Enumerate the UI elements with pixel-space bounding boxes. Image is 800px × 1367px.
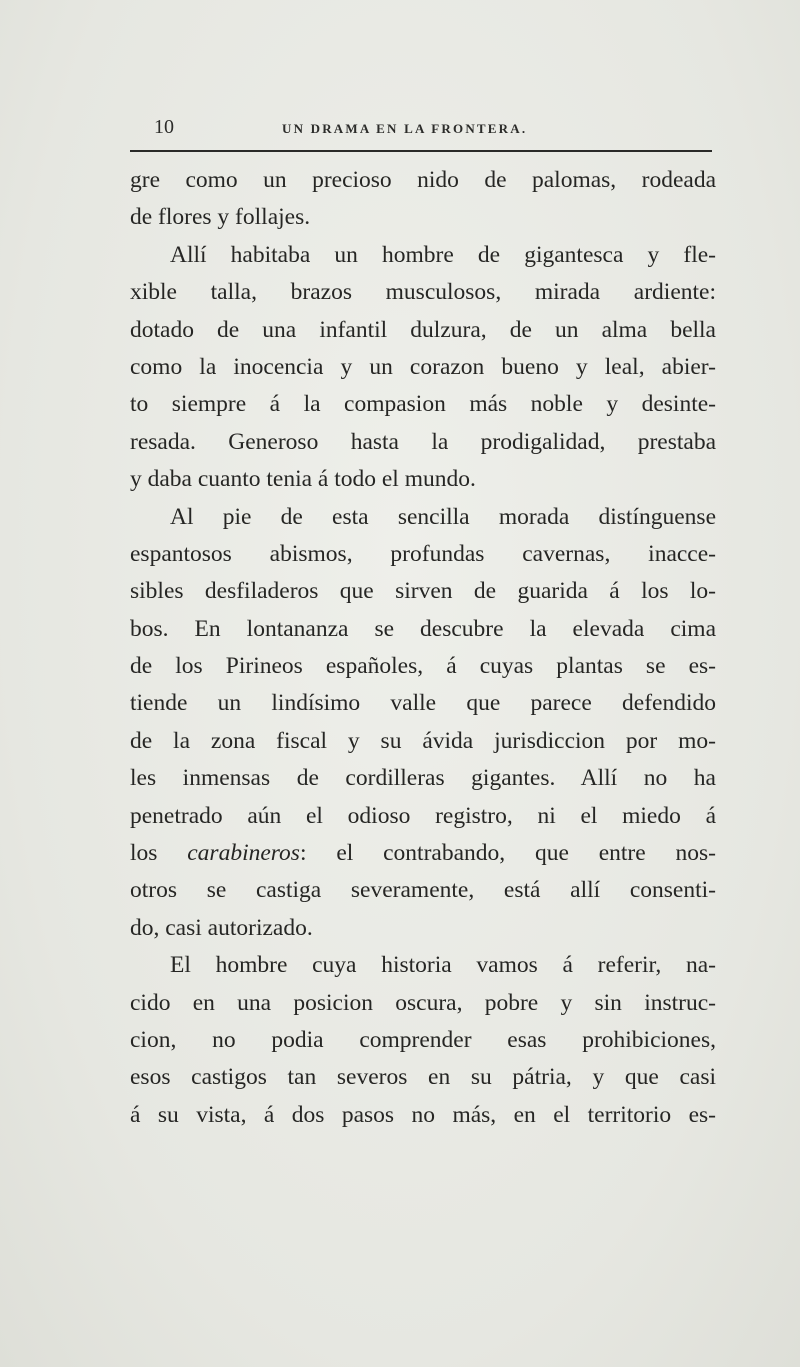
text-line: de los Pirineos españoles, á cuyas plantas se es- [130, 653, 716, 680]
text-line: les inmensas de cordilleras gigantes. Allí no ha [130, 765, 716, 792]
header-rule [130, 150, 712, 152]
text-line: sibles desfiladeros que sirven de guarida á los lo- [130, 578, 716, 605]
text-line: resada. Generoso hasta la prodigalidad, prestaba [130, 428, 716, 455]
text-segment: los [130, 840, 188, 867]
running-title: UN DRAMA EN LA FRONTERA. [282, 121, 528, 136]
text-line: como la inocencia y un corazon bueno y leal, abier- [130, 353, 716, 380]
text-line: cion, no podia comprender esas prohibiciones, [130, 1026, 716, 1053]
page-header [130, 112, 720, 142]
italic-word: carabineros [187, 840, 300, 867]
text-line: espantosos abismos, profundas cavernas, inacce- [130, 540, 716, 567]
text-line: cido en una posicion oscura, pobre y sin instruc- [130, 989, 716, 1016]
text-line: de la zona fiscal y su ávida jurisdiccion por mo- [130, 727, 716, 754]
text-line: xible talla, brazos musculosos, mirada ardiente: [130, 279, 716, 306]
text-line: penetrado aún el odioso registro, ni el miedo á [130, 802, 716, 829]
page-number: 10 [154, 116, 174, 138]
text-line: bos. En lontananza se descubre la elevada cima [130, 615, 716, 642]
text-line: otros se castiga severamente, está allí consenti- [130, 877, 716, 904]
text-line: El hombre cuya historia vamos á referir, na- [170, 952, 716, 979]
text-line: de flores y follajes. [130, 204, 311, 231]
text-line: á su vista, á dos pasos no más, en el territorio es- [130, 1101, 716, 1128]
text-line: dotado de una infantil dulzura, de un alma bella [130, 316, 716, 343]
text-line: do, casi autorizado. [130, 914, 313, 941]
text-line: to siempre á la compasion más noble y desinte- [130, 391, 716, 418]
text-segment: : el contrabando, que entre nos- [299, 840, 716, 867]
text-line: Allí habitaba un hombre de gigantesca y fle- [170, 241, 716, 268]
body-text [130, 162, 716, 1134]
text-line: tiende un lindísimo valle que parece defendido [130, 690, 716, 717]
text-line: Al pie de esta sencilla morada distínguense [170, 503, 716, 530]
text-line: gre como un precioso nido de palomas, rodeada [130, 167, 716, 193]
text-line: esos castigos tan severos en su pátria, y que casi [130, 1064, 716, 1091]
text-line: y daba cuanto tenia á todo el mundo. [130, 466, 476, 493]
text-line [130, 835, 716, 872]
